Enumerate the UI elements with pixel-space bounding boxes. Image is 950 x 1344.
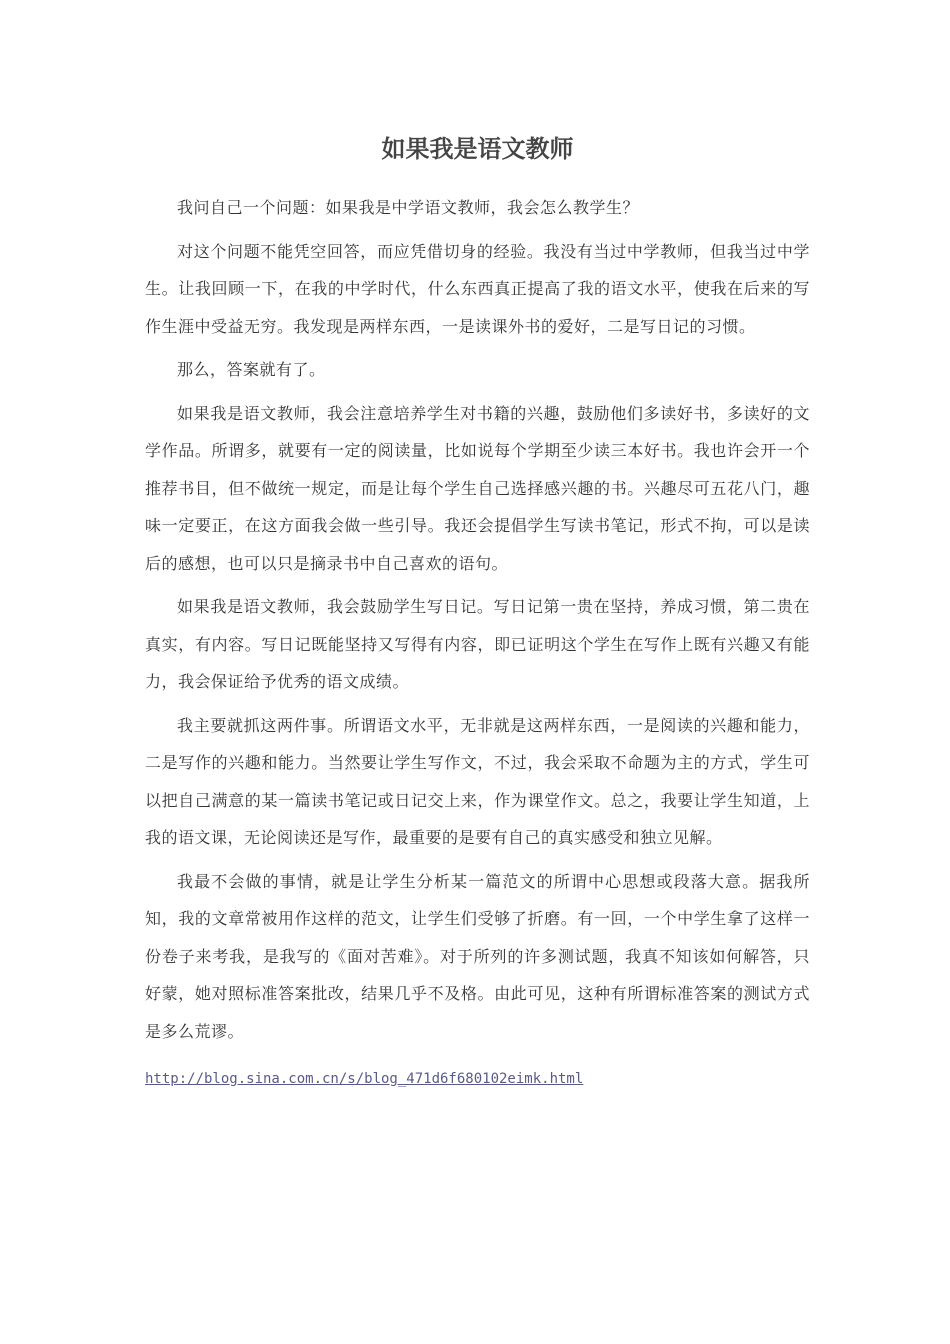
paragraph: 那么，答案就有了。 — [177, 360, 326, 379]
paragraph: 如果我是语文教师，我会注意培养学生对书籍的兴趣，鼓励他们多读好书，多读好的文学作品。所谓多，就要有一定的阅读量，比如说每个学期至少读三本好书。我也许会开一个推荐书目，但不做统一规定，而是让每个学生自己选择感兴趣的书。兴趣尽可五花八门，趣味一定要正，在这方面我会做一些引导。我还会提倡学生写读书笔记，形式不拘，可以是读后的感想，也可以只是摘录书中自己喜欢的语句。 — [145, 403, 810, 573]
paragraph: 我最不会做的事情，就是让学生分析某一篇范文的所谓中心思想或段落大意。据我所知，我的文章常被用作这样的范文，让学生们受够了折磨。有一回，一个中学生拿了这样一份卷子来考我，是我写的《面对苦难》。对于所列的许多测试题，我真不知该如何解答，只好蒙，她对照标准答案批改，结果几乎不及格。由此可见，这种有所谓标准答案的测试方式是多么荒谬。 — [145, 871, 810, 1041]
paragraph: 我主要就抓这两件事。所谓语文水平，无非就是这两样东西，一是阅读的兴趣和能力，二是写作的兴趣和能力。当然要让学生写作文，不过，我会采取不命题为主的方式，学生可以把自己满意的某一篇读书笔记或日记交上来，作为课堂作文。总之，我要让学生知道，上我的语文课，无论阅读还是写作，最重要的是要有自己的真实感受和独立见解。 — [145, 715, 810, 847]
paragraph: 对这个问题不能凭空回答，而应凭借切身的经验。我没有当过中学教师，但我当过中学生。让我回顾一下，在我的中学时代，什么东西真正提高了我的语文水平，使我在后来的写作生涯中受益无穷。我发现是两样东西，一是读课外书的爱好，二是写日记的习惯。 — [145, 241, 810, 336]
paragraph: 我问自己一个问题：如果我是中学语文教师，我会怎么教学生？ — [177, 198, 640, 217]
document-title: 如果我是语文教师 — [381, 134, 574, 163]
paragraph: 如果我是语文教师，我会鼓励学生写日记。写日记第一贵在坚持，养成习惯，第二贵在真实，有内容。写日记既能坚持又写得有内容，即已证明这个学生在写作上既有兴趣又有能力，我会保证给予优秀的语文成绩。 — [145, 597, 810, 691]
source-link[interactable]: http://blog.sina.com.cn/s/blog_471d6f680102eimk.html — [145, 1071, 584, 1087]
document-body — [145, 189, 810, 1056]
